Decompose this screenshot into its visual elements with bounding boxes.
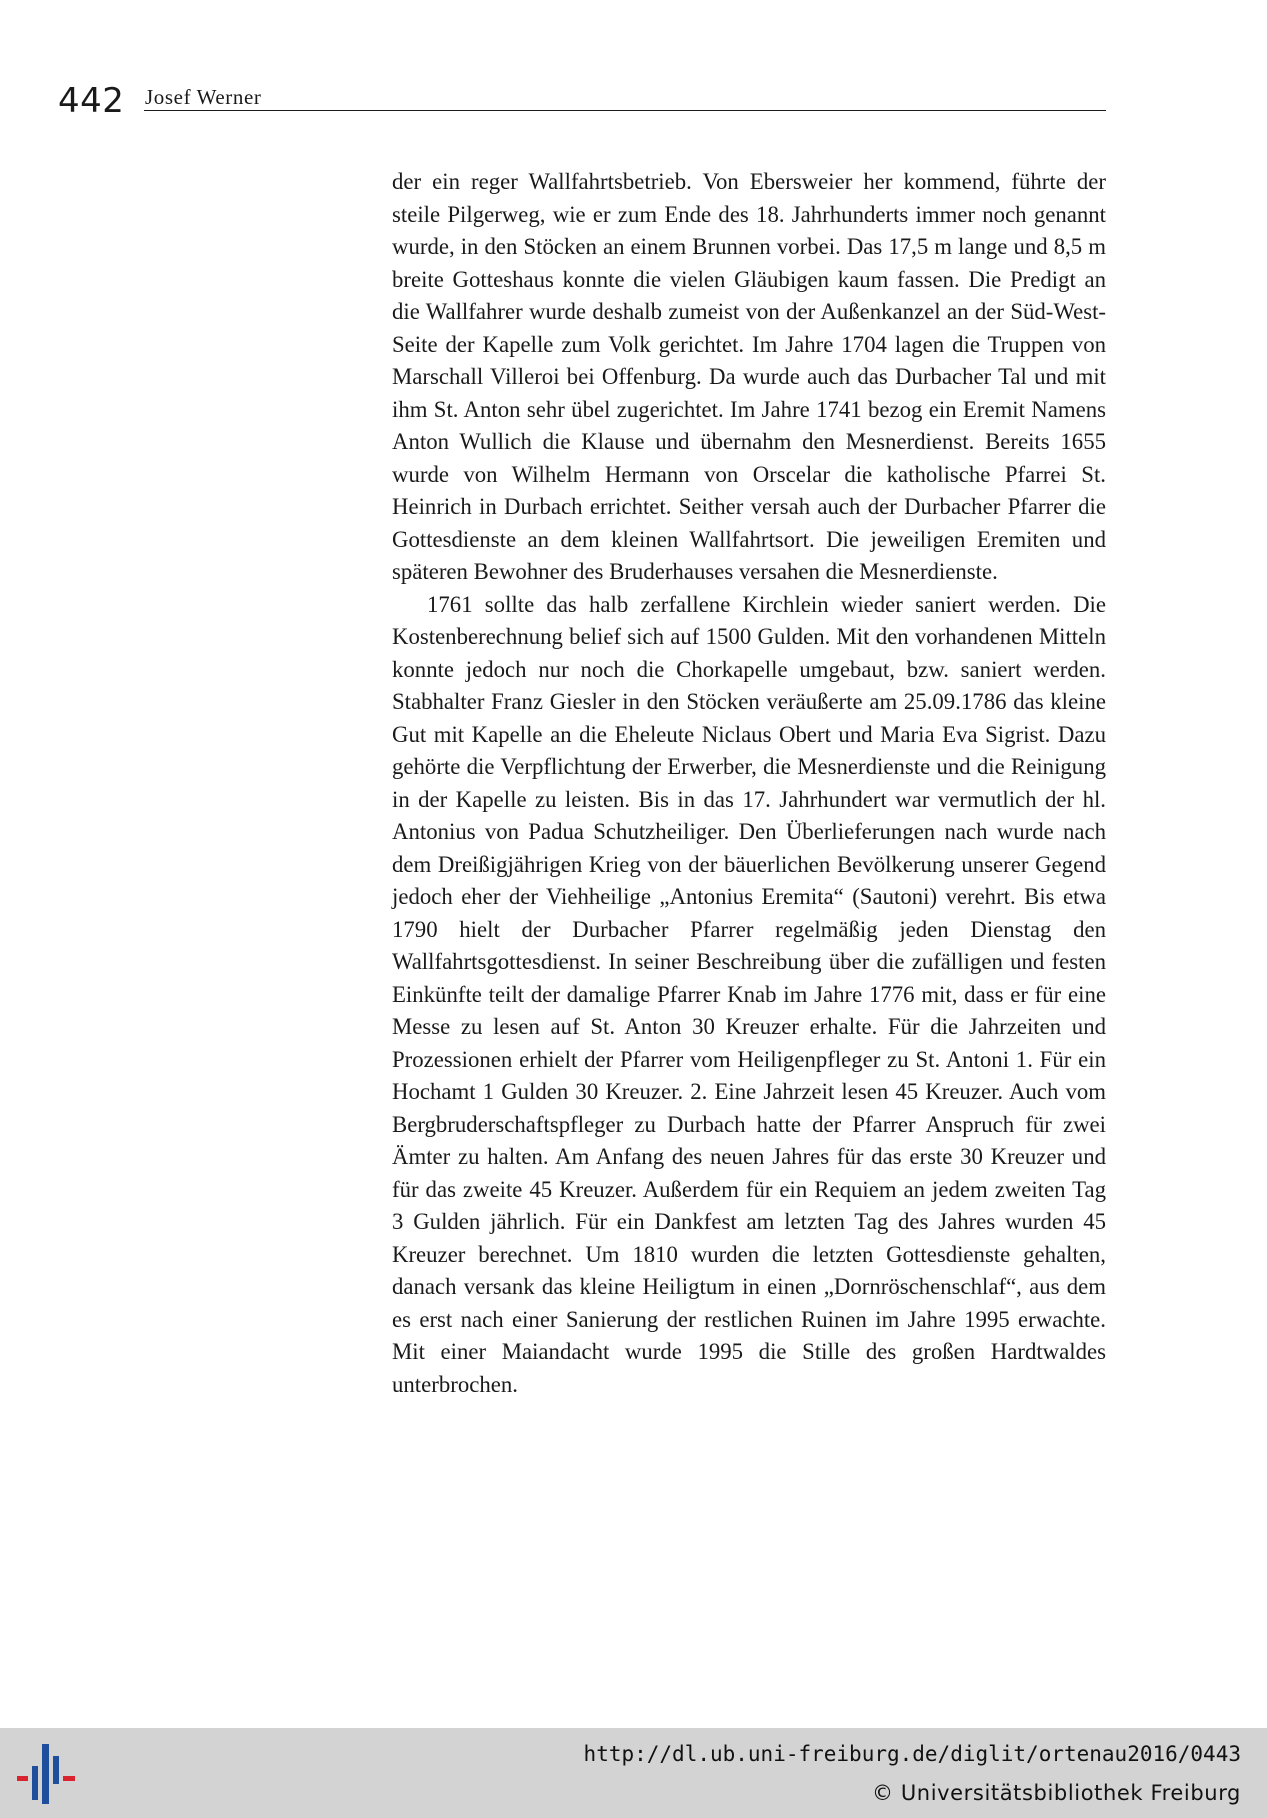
header-rule: [144, 110, 1106, 111]
paragraph-1: der ein reger Wallfahrtsbetrieb. Von Ebersweier her kommend, führte der steile Pilgerweg, wie er zum Ende des 18. Jahrhunderts immer noch genannt wurde, in den Stöcken an einem Brunnen vorbei. Das 17,5 m lange und 8,5 m breite Gotteshaus konnte die vielen Gläubigen kaum fassen. Die Predigt an die Wallfahrer wurde deshalb zumeist von der Außenkanzel an der Süd-West-Seite der Kapelle zum Volk gerichtet. Im Jahre 1704 lagen die Truppen von Marschall Villeroi bei Offenburg. Da wurde auch das Durbacher Tal und mit ihm St. Anton sehr übel zugerichtet. Im Jahre 1741 bezog ein Eremit Namens Anton Wullich die Klause und übernahm den Mesnerdienst. Bereits 1655 wurde von Wilhelm Hermann von Orscelar die katholische Pfarrei St. Heinrich in Durbach errichtet. Seither versah auch der Durbacher Pfarrer die Gottesdienste an dem kleinen Wallfahrtsort. Die jeweiligen Eremiten und späteren Bewohner des Bruderhauses versahen die Mesnerdienste.: [392, 169, 1106, 584]
footer-url-link[interactable]: http://dl.ub.uni-freiburg.de/diglit/ortenau2016/0443: [583, 1742, 1241, 1766]
page-number: 442: [58, 81, 125, 121]
footer-bar: [0, 1728, 1267, 1818]
body-text: [392, 166, 1106, 1401]
footer-copyright: © Universitätsbibliothek Freiburg: [871, 1781, 1241, 1805]
paragraph-2: 1761 sollte das halb zerfallene Kirchlein wieder saniert werden. Die Kostenberechnung belief sich auf 1500 Gulden. Mit den vorhandenen Mitteln konnte jedoch nur noch die Chorkapelle umgebaut, bzw. saniert werden. Stabhalter Franz Giesler in den Stöcken veräußerte am 25.09.1786 das kleine Gut mit Kapelle an die Eheleute Niclaus Obert und Maria Eva Sigrist. Dazu gehörte die Verpflichtung der Erwerber, die Mesnerdienste und die Reinigung in der Kapelle zu leisten. Bis in das 17. Jahrhundert war vermutlich der hl. Antonius von Padua Schutzheiliger. Den Überlieferungen nach wurde nach dem Dreißigjährigen Krieg von der bäuerlichen Bevölkerung unserer Gegend jedoch eher der Viehheilige „Antonius Eremita“ (Sautoni) verehrt. Bis etwa 1790 hielt der Durbacher Pfarrer regelmäßig jeden Dienstag den Wallfahrtsgottesdienst. In seiner Beschreibung über die zufälligen und festen Einkünfte teilt der damalige Pfarrer Knab im Jahre 1776 mit, dass er für eine Messe zu lesen auf St. Anton 30 Kreuzer erhalte. Für die Jahrzeiten und Prozessionen erhielt der Pfarrer vom Heiligenpfleger zu St. Antoni 1. Für ein Hochamt 1 Gulden 30 Kreuzer. 2. Eine Jahrzeit lesen 45 Kreuzer. Auch vom Bergbruderschaftspfleger zu Durbach hatte der Pfarrer Anspruch für zwei Ämter zu halten. Am Anfang des neuen Jahres für das erste 30 Kreuzer und für das zweite 45 Kreuzer. Außerdem für ein Requiem an jedem zweiten Tag 3 Gulden jährlich. Für ein Dankfest am letzten Tag des Jahres wurden 45 Kreuzer berechnet. Um 1810 wurden die letzten Gottesdienste gehalten, danach versank das kleine Heiligtum in einen „Dornröschenschlaf“, aus dem es erst nach einer Sanierung der restlichen Ruinen im Jahre 1995 erwachte. Mit einer Maiandacht wurde 1995 die Stille des großen Hardtwaldes unterbrochen.: [392, 591, 1106, 1397]
ub-freiburg-logo-icon[interactable]: [12, 1740, 80, 1808]
running-head-author: Josef Werner: [145, 85, 262, 109]
